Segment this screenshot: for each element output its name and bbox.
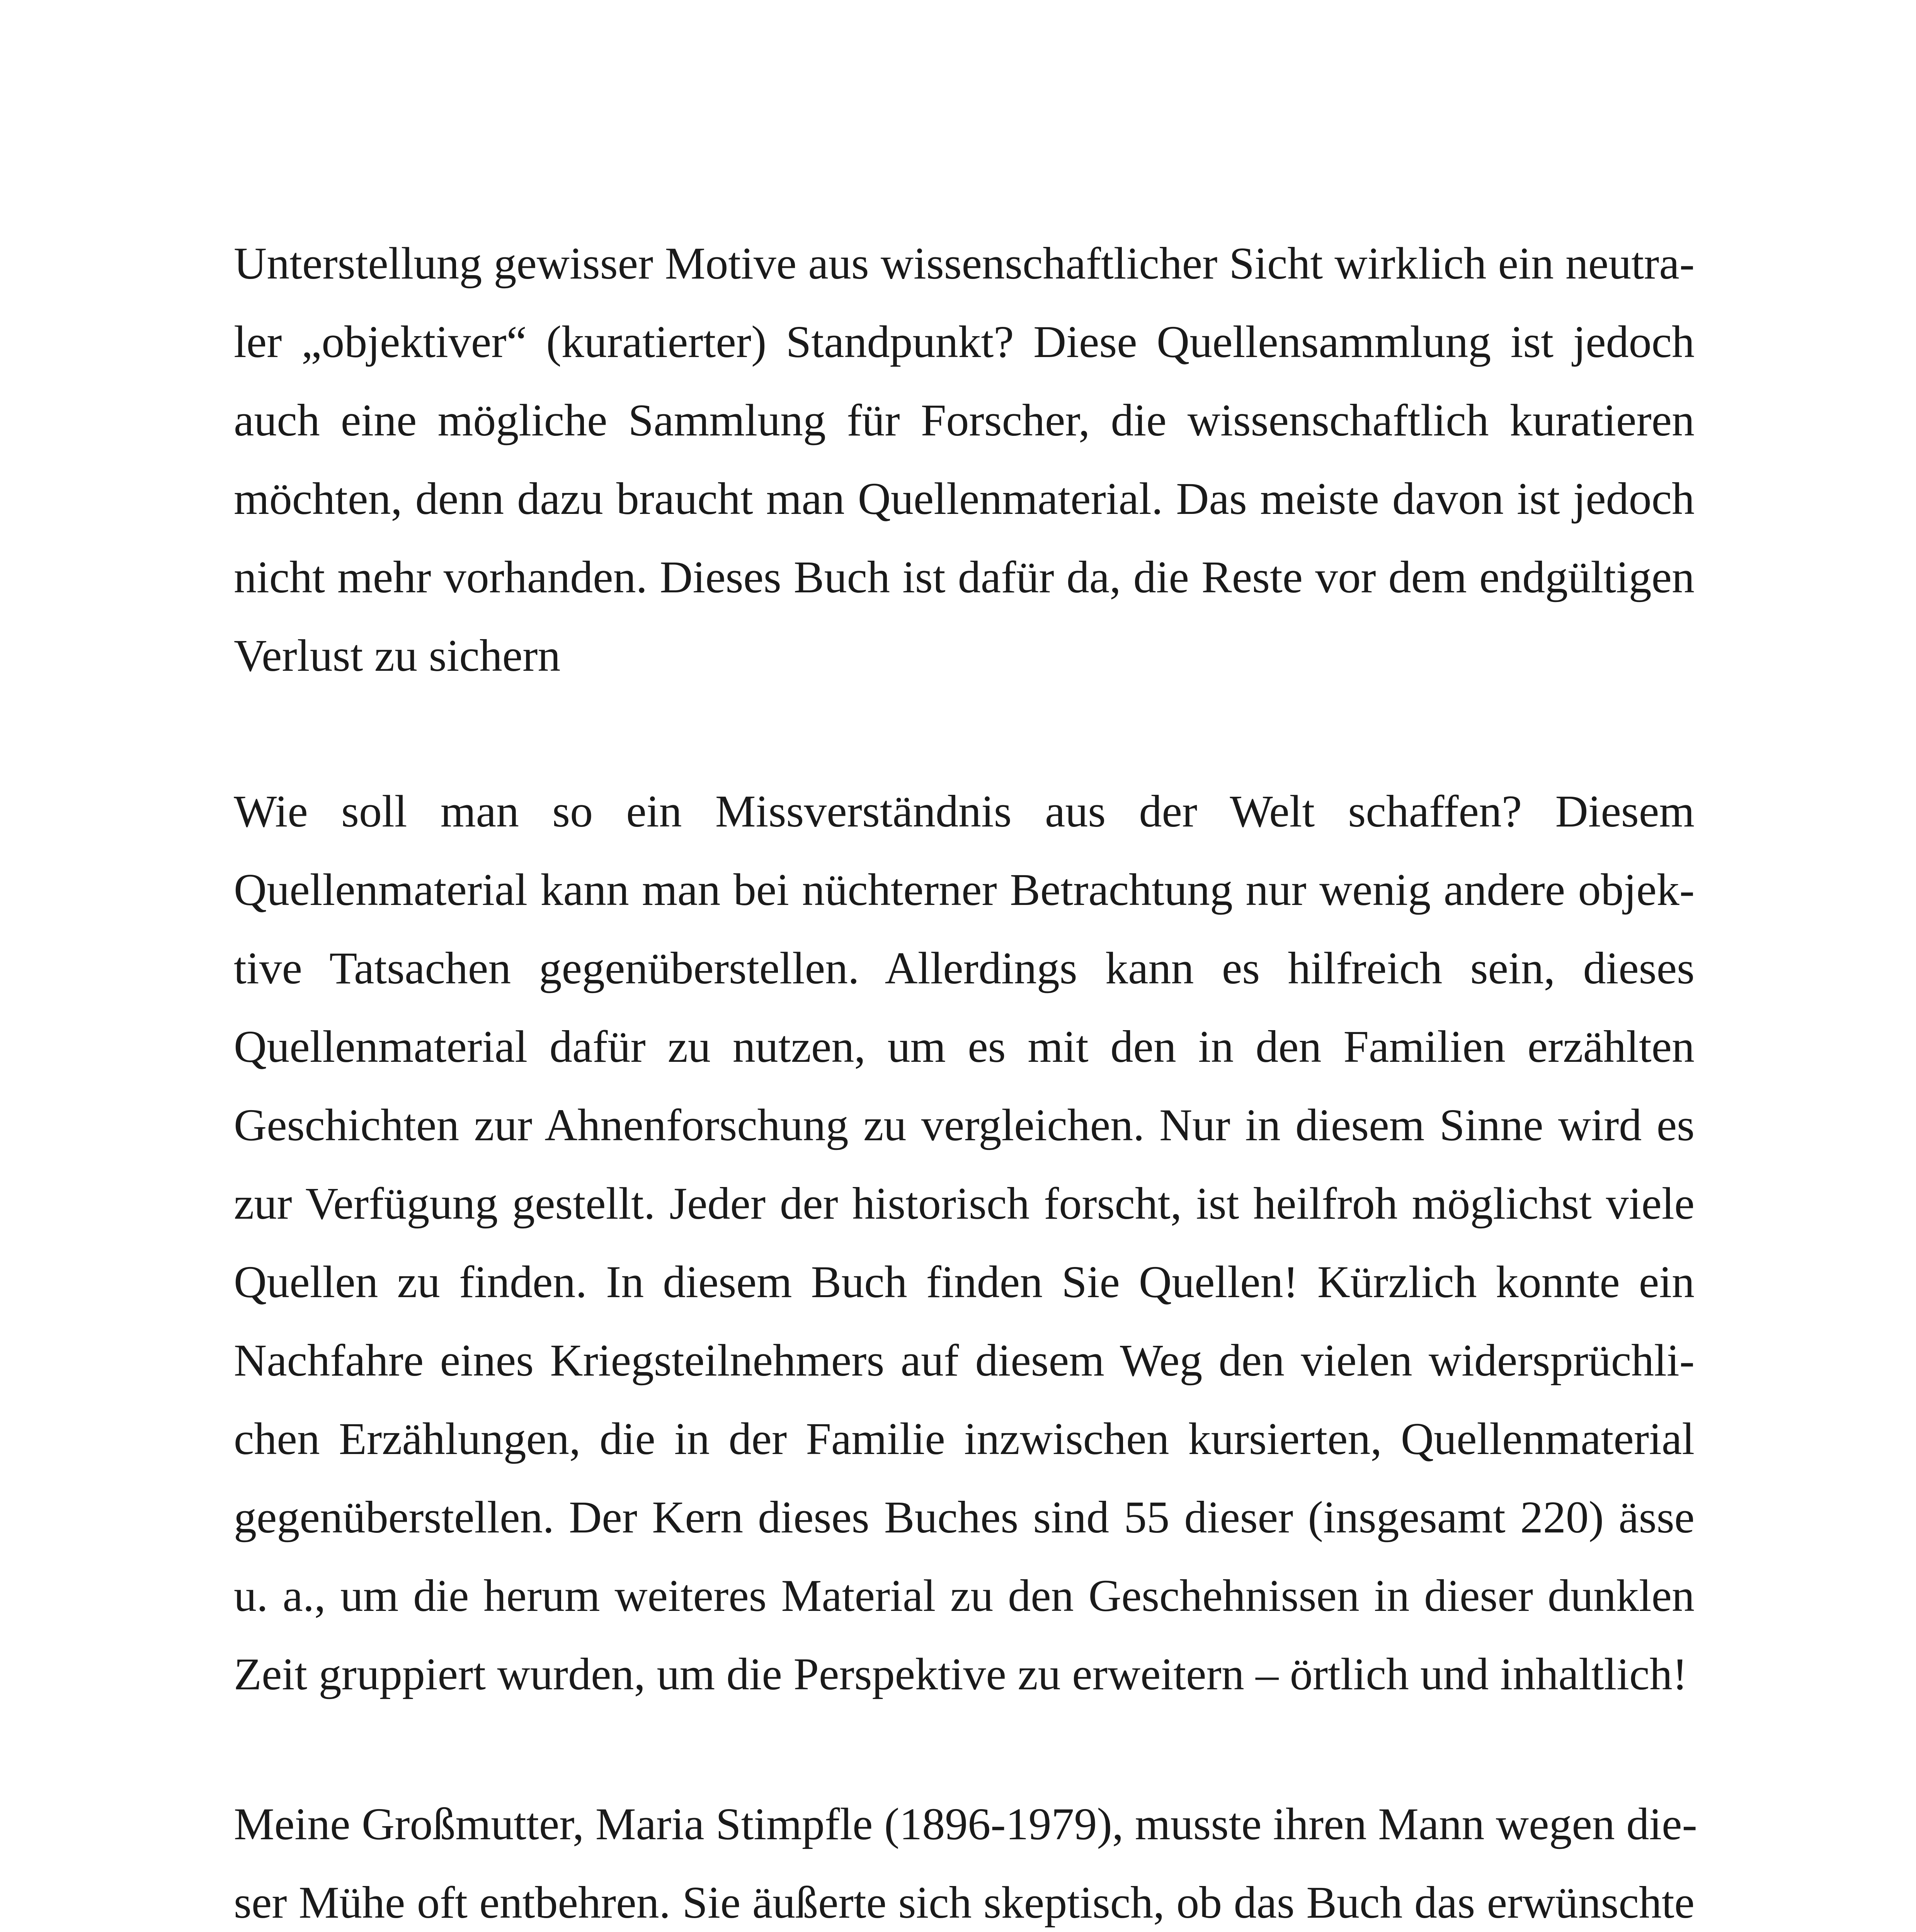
text-line: auch eine mögliche Sammlung für Forscher, die wissenschaftlich kuratieren (234, 395, 1695, 446)
text-line: tive Tatsachen gegenüberstellen. Allerdings kann es hilfreich sein, dieses (234, 943, 1695, 993)
text-line: ser Mühe oft entbehren. Sie äußerte sich skeptisch, ob das Buch das erwünschte (234, 1877, 1695, 1928)
text-line: zur Verfügung gestellt. Jeder der historisch forscht, ist heilfroh möglichst viele (234, 1178, 1695, 1229)
paragraph-2 (234, 772, 1695, 1713)
text-line: Wie soll man so ein Missverständnis aus der Welt schaffen? Diesem (234, 786, 1695, 837)
text-line: chen Erzählungen, die in der Familie inzwischen kursierten, Quellenmaterial (234, 1413, 1695, 1464)
text-line: ler „objektiver“ (kuratierter) Standpunkt? Diese Quellensammlung ist jedoch (234, 316, 1695, 367)
text-line: Quellenmaterial dafür zu nutzen, um es mit den in den Familien erzählten (234, 1021, 1695, 1072)
text-line: Unterstellung gewisser Motive aus wissenschaftlicher Sicht wirklich ein neutra- (234, 238, 1695, 289)
text-line: Verlust zu sichern (234, 630, 561, 681)
text-line: Geschichten zur Ahnenforschung zu vergleichen. Nur in diesem Sinne wird es (234, 1100, 1695, 1150)
text-line: nicht mehr vorhanden. Dieses Buch ist dafür da, die Reste vor dem endgültigen (234, 552, 1695, 602)
text-line: möchten, denn dazu braucht man Quellenmaterial. Das meiste davon ist jedoch (234, 473, 1695, 524)
text-line: Quellen zu finden. In diesem Buch finden Sie Quellen! Kürzlich konnte ein (234, 1257, 1695, 1307)
text-line: Quellenmaterial kann man bei nüchterner Betrachtung nur wenig andere objek- (234, 864, 1695, 915)
text-line: Meine Großmutter, Maria Stimpfle (1896-1979), musste ihren Mann wegen die- (234, 1799, 1697, 1849)
text-line: Nachfahre eines Kriegsteilnehmers auf diesem Weg den vielen widersprüchli- (234, 1335, 1695, 1386)
text-line: Zeit gruppiert wurden, um die Perspektive zu erweitern – örtlich und inhaltlich! (234, 1649, 1688, 1699)
text-line: gegenüberstellen. Der Kern dieses Buches sind 55 dieser (insgesamt 220) ässe (234, 1492, 1695, 1543)
text-line: u. a., um die herum weiteres Material zu den Geschehnissen in dieser dunklen (234, 1570, 1695, 1621)
paragraph-3 (234, 1785, 1695, 1932)
paragraph-1 (234, 224, 1695, 695)
